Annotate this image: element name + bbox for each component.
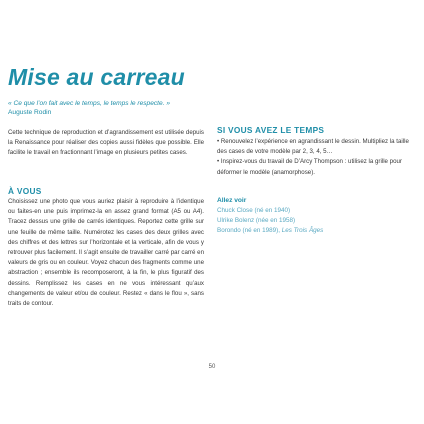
reference-work: Les Trois Âges [281, 227, 324, 235]
epigraph-quote: « Ce que l’on fait avec le temps, le temps le respecte. » [8, 100, 170, 107]
si-vous-item: • Inspirez-vous du travail de D’Arcy Thompson : utilisez la grille pour déformer le modèle (anamorphose). [217, 158, 402, 176]
reference-item[interactable] [217, 216, 323, 226]
reference-list [217, 206, 323, 237]
page-number: 50 [208, 364, 216, 370]
section-heading-si-vous: SI VOUS AVEZ LE TEMPS [217, 125, 325, 135]
si-vous-item: • Renouvelez l’expérience en agrandissant le dessin. Multipliez la taille des cases de votre modèle par 2, 3, 4, 5… [217, 138, 409, 156]
si-vous-list [217, 137, 417, 178]
reference-name: Borondo (né en 1989), [217, 227, 282, 235]
section-heading-a-vous: À VOUS [8, 186, 42, 196]
intro-paragraph: Cette technique de reproduction et d’agrandissement est utilisée depuis la Renaissance pour réaliser des copies aussi fidèles que possible. Elle facilite le travail en fractionnant l’image en plusieurs petites cases. [8, 129, 204, 157]
a-vous-paragraph: Choisissez une photo que vous auriez plaisir à reproduire à l’identique ou faites-en une puis imprimez-la en assez grand format (A5 ou A4). Tracez dessus une grille de carrés identiques. Reportez cette grille sur une feuille de même taille. Numérotez les cases des deux grilles avec des chiffres et des lettres sur l’horizontale et la verticale, afin de vous y retrouver plus facilement. Il s’agit ensuite de travailler carré par carré en valeurs de gris ou en couleur. Voyez chacun des fragments comme une abstraction ; ensemble ils recomposeront, à la fin, le plus figuratif des dessins. Remplissez les cases en ne vous intéressant qu’aux changements de valeur et/ou de couleur. Restez « dans le flou », sans traits de contour. [8, 198, 204, 308]
allez-voir-heading: Allez voir [217, 197, 247, 204]
page-title: Mise au carreau [8, 64, 185, 90]
reference-name: Ulrike Bolenz (née en 1958) [217, 217, 296, 225]
reference-item[interactable] [217, 226, 323, 236]
reference-item[interactable] [217, 206, 323, 216]
epigraph-author: Auguste Rodin [8, 109, 52, 116]
reference-name: Chuck Close (né en 1940) [217, 207, 291, 214]
